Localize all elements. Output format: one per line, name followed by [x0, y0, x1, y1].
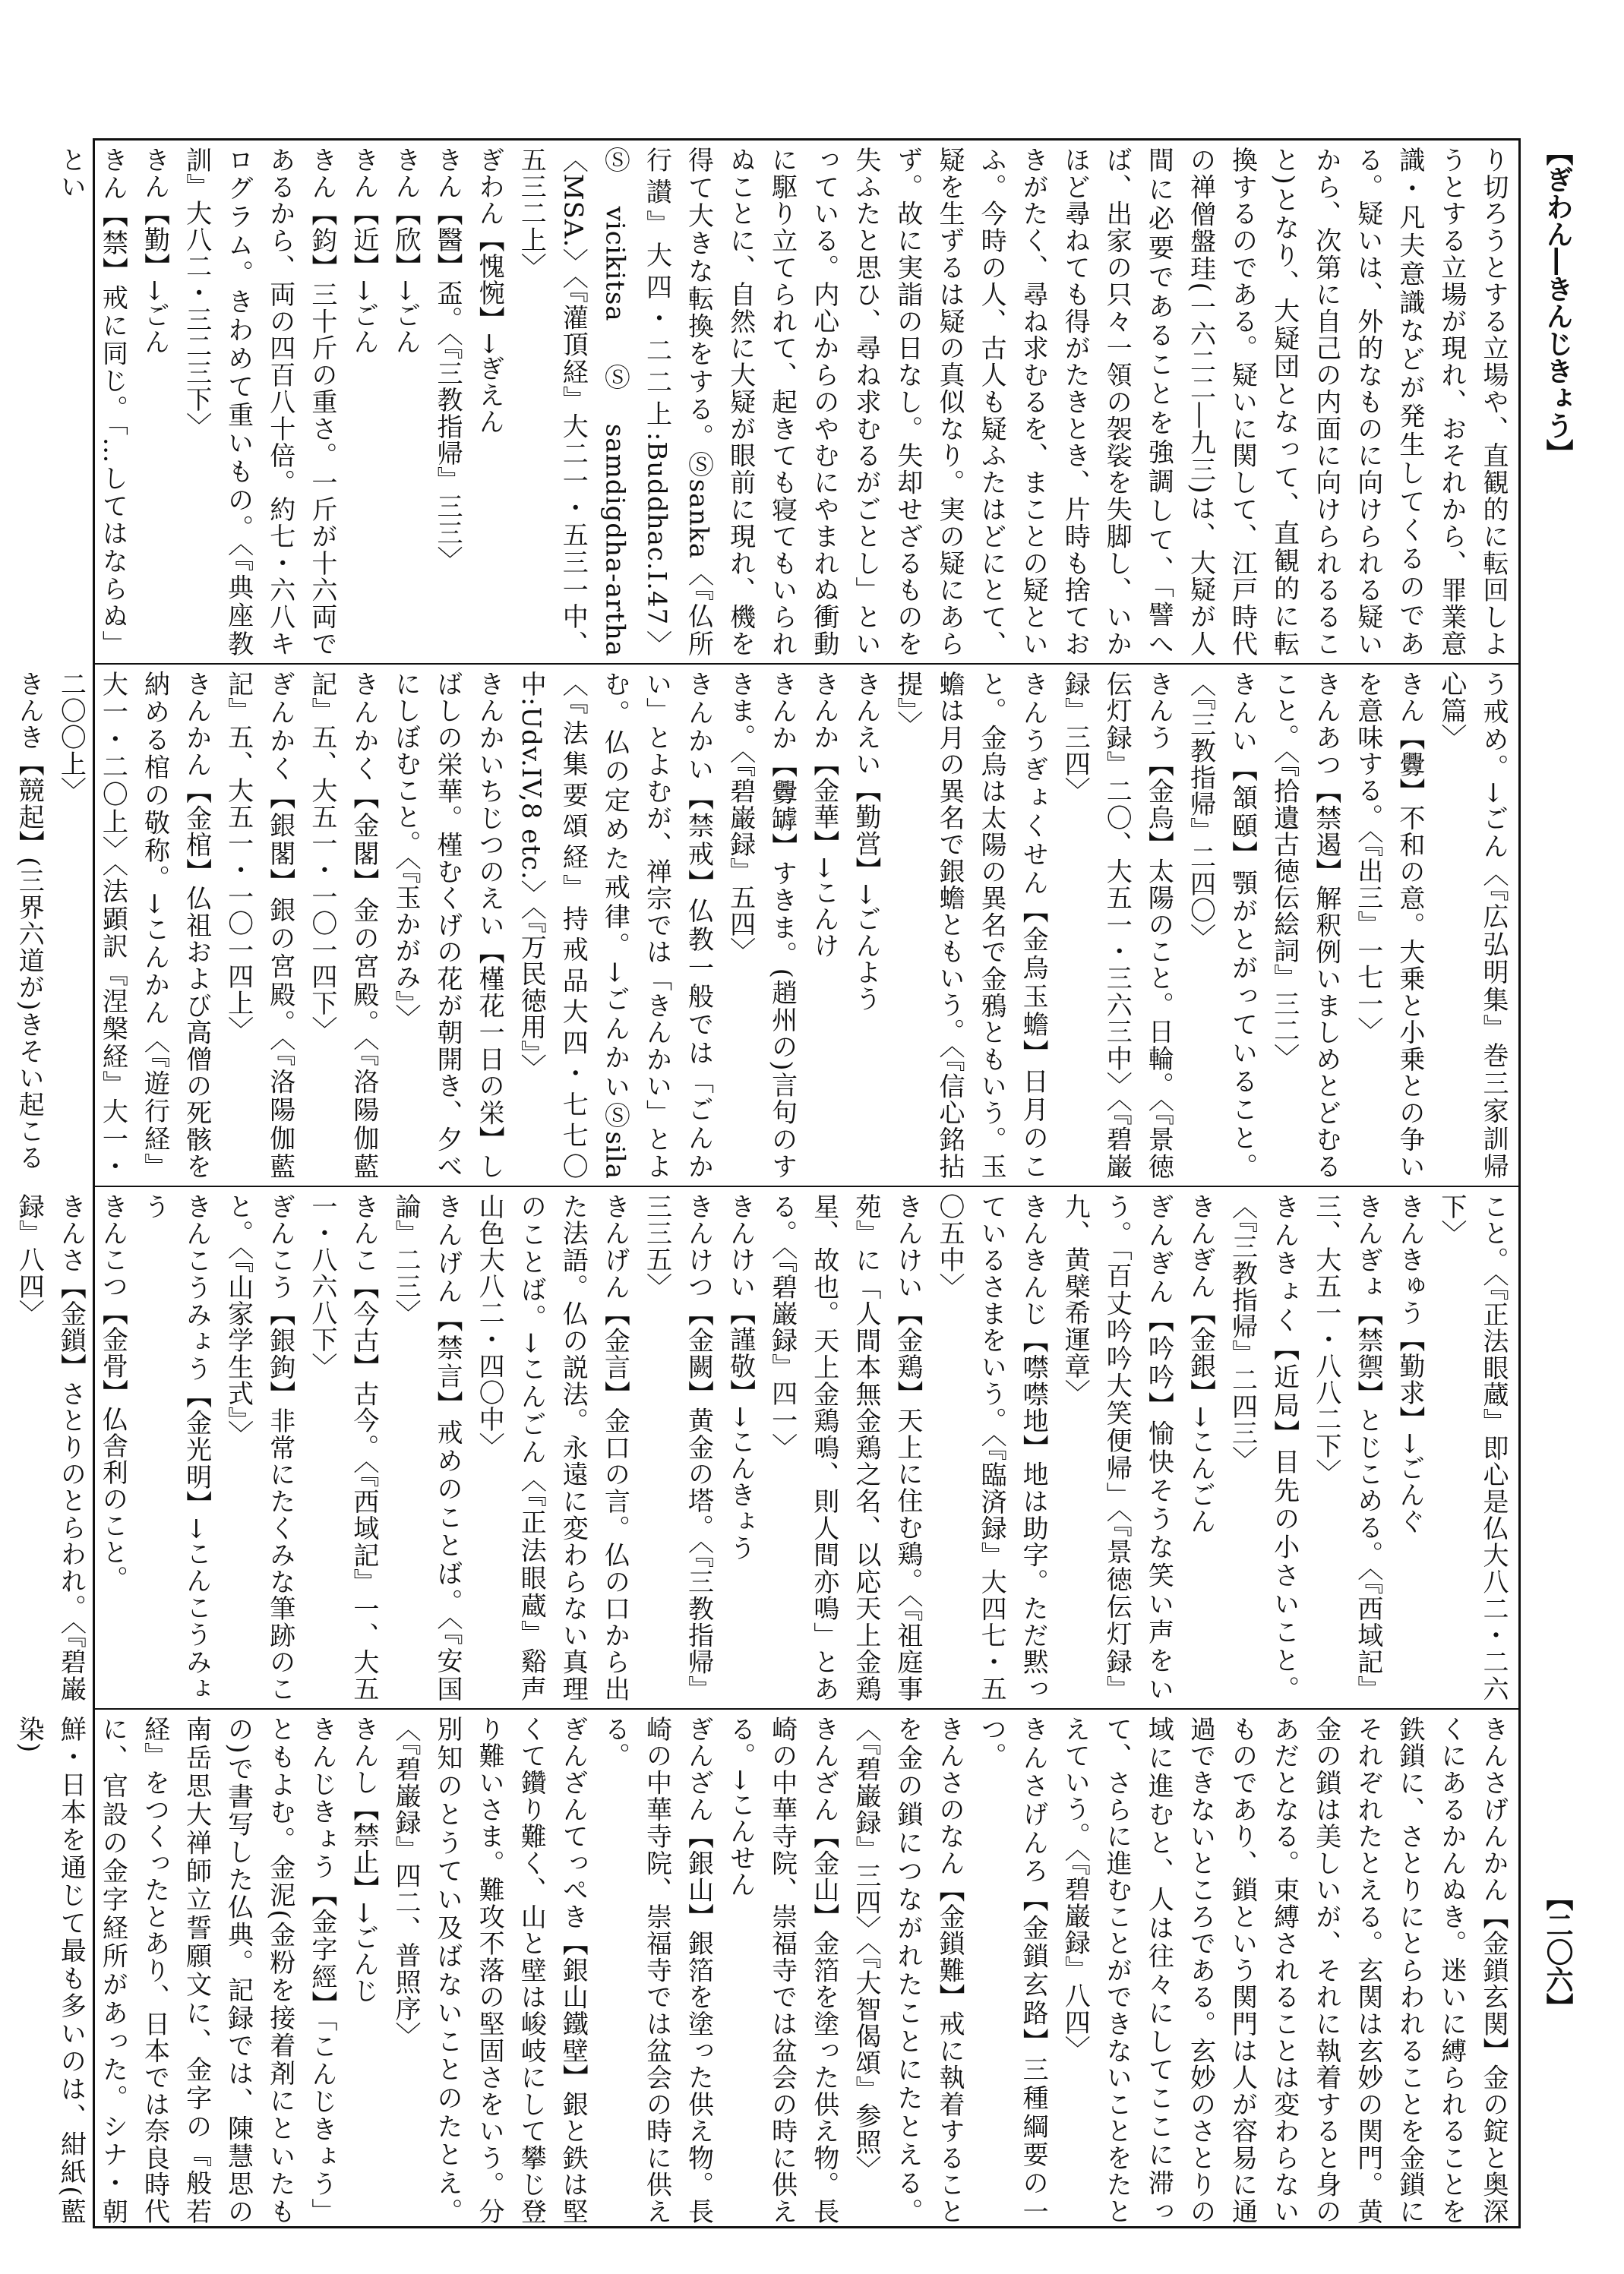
entry: きんい【頷頤】顎がとがっていること。〈『三教指帰』二四〇〉 — [1185, 671, 1258, 1180]
entry: きんけい【謹敬】→こんきょう — [725, 1193, 756, 1562]
entry: きんきょく【近局】目先の小さいこと。〈『三教指帰』二四三〉 — [1227, 1193, 1300, 1702]
entry: きんさ【金鎖】さとりのとらわれ。〈『碧巌録』八四〉 — [14, 1193, 87, 1702]
entry: きん【欣】→ごん — [390, 147, 421, 355]
entry: きんえい【勤営】→ごんよう — [850, 671, 881, 1012]
tier-2-text — [14, 671, 1514, 1180]
entry: ぎんざん【銀山】銀箔を塗った供え物。長崎の中華寺院、崇福寺では盆会の時に供える。 — [599, 1716, 714, 2225]
entry: きんぎん【金銀】→こんごん — [1185, 1193, 1216, 1535]
entry: きんかく【金閣】金の宮殿。〈『洛陽伽藍記』五、大五一・一〇一四下〉 — [306, 671, 379, 1180]
entry: きんぎょ【禁禦】とじこめる。〈『西域記』三、大五一・八八二下〉 — [1310, 1193, 1383, 1702]
entry: きん【禁】戒に同じ。「…してはならぬ」とい — [55, 147, 128, 657]
running-head: 【ぎわん―きんじきょう】 — [1542, 138, 1573, 466]
entry: きんき【競起】(三界六道が)きそい起こる — [14, 671, 45, 1171]
entry: ぎんざんてっぺき【銀山鐵壁】銀と鉄は堅くて鑽り難く、山と壁は峻岐にして攀じ登り難いさま。難攻不落の堅固さをいう。分別知のとうてい及ばないことのたとえ。〈『碧巌録』四二、普照序〉 — [390, 1716, 589, 2225]
entry: きんきんじ【噤噤地】地は助字。ただ黙っているさまをいう。〈『臨済録』大四七・五〇五中〉 — [934, 1193, 1049, 1702]
entry: ぎわん【愧惋】→ぎえん — [474, 147, 505, 435]
entry: きんこうみょう【金光明】→こんこうみょう — [139, 1193, 212, 1702]
entry: きんか【金華】→こんけ — [808, 671, 839, 959]
entry: きんさげんかん【金鎖玄関】金の錠と奥深くにあるかんぬき。迷いに縛られることを鉄鎖に、さとりにとらわれることを金鎖にそれぞれたとえる。玄関は玄妙の関門。黄金の鎖は美しいが、それに執着すると身のあだとなる。束縛されることは変わらないものであり、鎖という関門は人が容易に通過できないところである。玄妙のさとりの域に進むと、人は往々にしてここに滞って、さらに進むことができないことをたとえていう。〈『碧巌録』八四〉 — [1060, 1716, 1509, 2225]
tier-3 — [14, 1186, 1518, 1708]
entry: きんし【禁止】→ごんじ — [348, 1716, 379, 2004]
entry: きんかいちじつのえい【槿花一日の栄】しばしの栄華。槿むくげの花が朝開き、夕べにしぼむこと。〈『玉かがみ』〉 — [390, 671, 505, 1180]
tier-1-text — [55, 147, 1514, 657]
page-number: 【二〇六】 — [1542, 1884, 1573, 2020]
entry: きん【醫】盃。〈『三教指帰』三三〉 — [432, 147, 463, 573]
entry: きん【釁】不和の意。大乗と小乗との争いを意味する。〈『出三』一七一〉 — [1352, 671, 1425, 1180]
entry: ぎんぎん【吟吟】愉快そうな笑い声をいう。「百丈吟吟大笑便帰」〈『景徳伝灯録』九、黄檗希運章〉 — [1060, 1193, 1174, 1702]
dictionary-page — [14, 138, 1521, 2228]
tier-2 — [14, 663, 1518, 1186]
entry: きんじきょう【金字經】「こんじきょう」ともよむ。金泥(金粉を接着剤にといたもの)で書写した仏典。記録では、陳慧思の南岳思大禅師立誓願文に、金字の『般若経』をつくったとあり、日本では奈良時代に、官設の金字経所があった。シナ・朝鮮・日本を通じて最も多いのは、紺紙(藍染) — [14, 1716, 337, 2225]
entry: う戒め。→ごん〈『広弘明集』巻三家訓帰心篇〉 — [1436, 671, 1509, 1180]
entry: きん【勤】→ごん — [139, 147, 170, 355]
entry: きんけつ【金闕】黄金の塔。〈『三教指帰』三三五〉 — [641, 1193, 714, 1702]
entry: きんこ【今古】古今。〈『西域記』一、大五一・八六八下〉 — [306, 1193, 379, 1702]
entry: きんか【釁罅】すきま。(趙州の)言句のすきま。〈『碧巌録』五四〉 — [725, 671, 798, 1180]
tier-4-text — [14, 1716, 1514, 2225]
entry: り切ろうとする立場や、直観的に転回しようとする立場が現れ、おそれから、罪業意識・凡夫意識などが発生してくるのである。疑いは、外的なものに向けられる疑いから、次第に自己の内面に向けられるること)となり、大疑団となって、直観的に転換するのである。疑いに関して、江戸時代の禅僧盤珪(一六二二―九三)は、大疑が人間に必要であることを強調して、「譬へば、出家の只々一領の袈裟を失脚し、いかほど尋ねても得がたきとき、片時も捨ておきがたく、尋ね求むるを、まことの疑といふ。今時の人、古人も疑ふたはどにとて、疑を生ずるは疑の真似なり。実の疑にあらず。故に実詣の日なし。失却せざるものを失ふたと思ひ、尋ね求むるがごとし」といっている。内心からのやむにやまれぬ衝動に駆り立てられて、起きても寝てもいられぬことに、自然に大疑が眼前に現れ、機を得て大きな転換をする。Ⓢsanka〈『仏所行讃』大四・二二上:Buddhac.I.47〉Ⓢvicikitsa Ⓢsamdigdha-artha〈MSA.〉〈『灌頂経』大二一・五三一中、五三二上〉 — [516, 147, 1509, 657]
tier-3-text — [14, 1193, 1514, 1702]
entry: きんさのなん【金鎖難】戒に執着することを金の鎖につながれたことにたとえる。〈『碧巌録』三四〉〈『大智偈頌』参照〉 — [850, 1716, 965, 2225]
entry: きんあつ【禁遏】解釈例いましめとどむること。〈『拾遺古徳伝絵詞』三二〉 — [1269, 671, 1341, 1180]
entry: きんこつ【金骨】仏舎利のこと。 — [97, 1193, 128, 1592]
entry: ぎんこう【銀鉤】非常にたくみな筆跡のこと。〈『山家学生式』〉 — [223, 1193, 295, 1702]
tier-1 — [55, 141, 1518, 663]
entry: きんかい【禁戒】仏教一般では「ごんかい」とよむが、禅宗では「きんかい」とよむ。仏の定めた戒律。→ごんかいⓈsila〈『法集要頌経』持戒品大四・七七〇中:Udv.IV,8 etc.〉〈『万民徳用』〉 — [516, 671, 714, 1180]
entry: きん【近】→ごん — [348, 147, 379, 355]
entry: こと。〈『正法眼蔵』即心是仏大八二・二六下〉 — [1436, 1193, 1509, 1702]
entry: きんう【金烏】太陽のこと。日輪。〈『景徳伝灯録』二〇、大五一・三六三中〉〈『碧巌録』三四〉 — [1060, 671, 1174, 1180]
entry: きんげん【禁言】戒めのことば。〈『安国論』二三〉 — [390, 1193, 463, 1702]
tier-4 — [14, 1708, 1518, 2231]
entry: きんけい【金鶏】天上に住む鶏。〈『祖庭事苑』に「人間本無金鶏之名、以応天上金鶏星、故也。天上金鶏鳴、則人間亦鳴」とある。〈『碧巌録』四一〉 — [766, 1193, 923, 1702]
entry: きんかん【金棺】仏祖および高僧の死骸を納める棺の敬称。→こんかん〈『遊行経』大一・二〇上〉〈法顕訳『涅槃経』大一・二〇〇上〉 — [55, 671, 212, 1180]
entry: きんうぎょくせん【金烏玉蟾】日月のこと。金烏は太陽の異名で金鴉ともいう。玉蟾は月の異名で銀蟾ともいう。〈『信心銘拈提』〉 — [892, 671, 1049, 1180]
entry: きんさげんろ【金鎖玄路】三種綱要の一つ。 — [976, 1716, 1049, 2225]
entry: きん【鈞】三十斤の重さ。一斤が十六両であるから、両の四百八十倍。約七・六八キログラム。きわめて重いもの。〈『典座教訓』大八二・三二三下〉 — [181, 147, 337, 657]
entry: きんげん【金言】金口の言。仏の口から出た法語。仏の説法。永遠に変わらない真理のことば。→こんごん〈『正法眼蔵』谿声山色大八二・四〇中〉 — [474, 1193, 630, 1702]
entry: きんきゅう【勤求】→ごんぐ — [1394, 1193, 1425, 1535]
entry: ぎんかく【銀閣】銀の宮殿。〈『洛陽伽藍記』五、大五一・一〇一四上〉 — [223, 671, 295, 1180]
entry: きんざん【金山】金箔を塗った供え物。長崎の中華寺院、崇福寺では盆会の時に供える。→こんせん — [725, 1716, 839, 2225]
